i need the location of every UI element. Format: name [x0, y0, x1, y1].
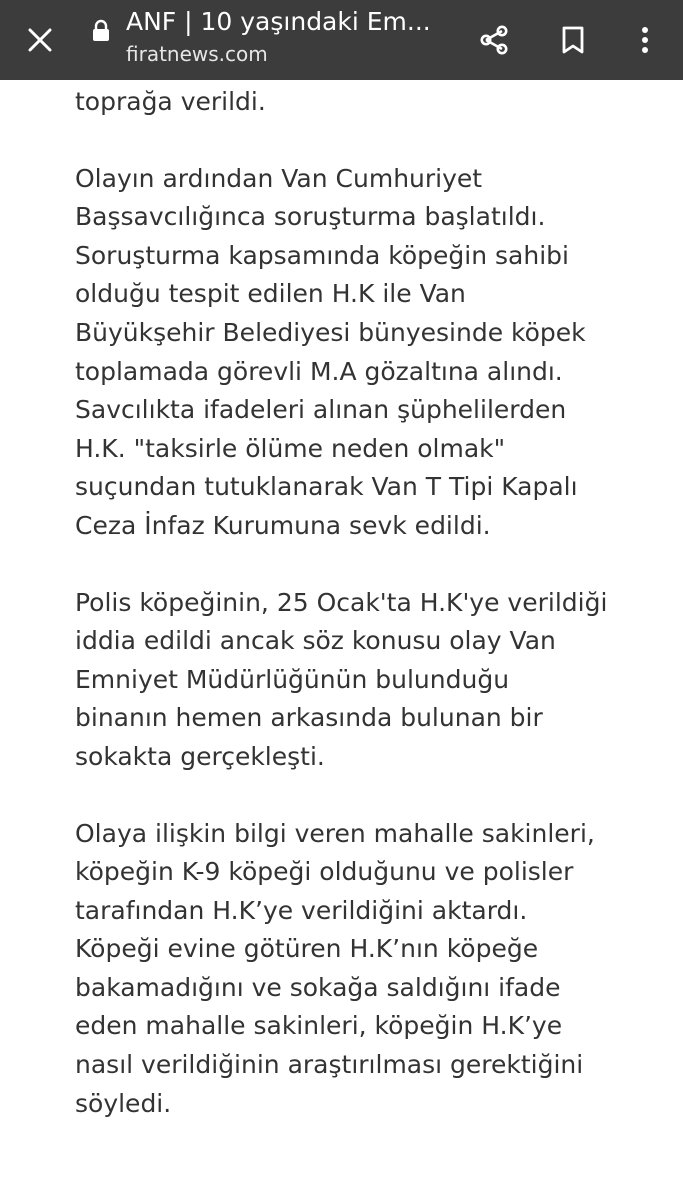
- lock-icon: [92, 19, 110, 41]
- text-line: Polis köpeğinin, 25 Ocak'ta H.K'ye verildiği: [75, 587, 608, 617]
- text-line: suçundan tutuklanarak Van T Tipi Kapalı: [75, 472, 578, 502]
- text-line: olduğu tespit edilen H.K ile Van: [75, 279, 466, 309]
- text-line: söyledi.: [75, 1088, 172, 1118]
- bookmark-icon: [560, 25, 586, 55]
- paragraph: [75, 83, 635, 122]
- paragraph: [75, 584, 635, 777]
- text-line: Başsavcılığınca soruşturma başlatıldı.: [75, 202, 546, 232]
- text-line: H.K. "taksirle ölüme neden olmak": [75, 433, 506, 463]
- more-menu-button[interactable]: [613, 0, 677, 80]
- bookmark-button[interactable]: [541, 0, 605, 80]
- share-icon: [477, 23, 511, 57]
- text-line: Soruşturma kapsamında köpeğin sahibi: [75, 240, 569, 270]
- text-line: binanın hemen arkasında bulunan bir: [75, 703, 543, 733]
- text-line: Olaya ilişkin bilgi veren mahalle sakinleri,: [75, 818, 595, 848]
- article-body: [75, 83, 635, 1123]
- close-icon: [27, 27, 53, 53]
- text-line: Köpeği evine götüren H.K’nın köpeğe: [75, 934, 539, 964]
- text-line: iddia edildi ancak söz konusu olay Van: [75, 626, 556, 656]
- text-line: nasıl verildiğinin araştırılması gerektiğini: [75, 1050, 584, 1080]
- text-line: tarafından H.K’ye verildiğini aktardı.: [75, 895, 528, 925]
- share-button[interactable]: [462, 0, 526, 80]
- text-line: köpeğin K-9 köpeği olduğunu ve polisler: [75, 857, 574, 887]
- text-line: Savcılıkta ifadeleri alınan şüphelilerden: [75, 395, 567, 425]
- page-url[interactable]: firatnews.com: [126, 42, 268, 66]
- text-line: toprağa verildi.: [75, 87, 266, 116]
- text-line: eden mahalle sakinleri, köpeğin H.K’ye: [75, 1011, 563, 1041]
- text-line: Ceza İnfaz Kurumuna sevk edildi.: [75, 510, 491, 540]
- browser-toolbar: [0, 0, 683, 80]
- paragraph: [75, 160, 635, 546]
- text-line: sokakta gerçekleşti.: [75, 741, 325, 771]
- text-line: bakamadığını ve sokağa saldığını ifade: [75, 972, 561, 1002]
- more-vertical-icon: [640, 25, 650, 55]
- text-line: Emniyet Müdürlüğünün bulunduğu: [75, 664, 510, 694]
- page-title[interactable]: ANF | 10 yaşındaki Em...: [126, 7, 431, 36]
- close-button[interactable]: [8, 0, 72, 80]
- paragraph: [75, 815, 635, 1124]
- text-line: Olayın ardından Van Cumhuriyet: [75, 163, 483, 193]
- text-line: toplamada görevli M.A gözaltına alındı.: [75, 356, 563, 386]
- text-line: Büyükşehir Belediyesi bünyesinde köpek: [75, 317, 586, 347]
